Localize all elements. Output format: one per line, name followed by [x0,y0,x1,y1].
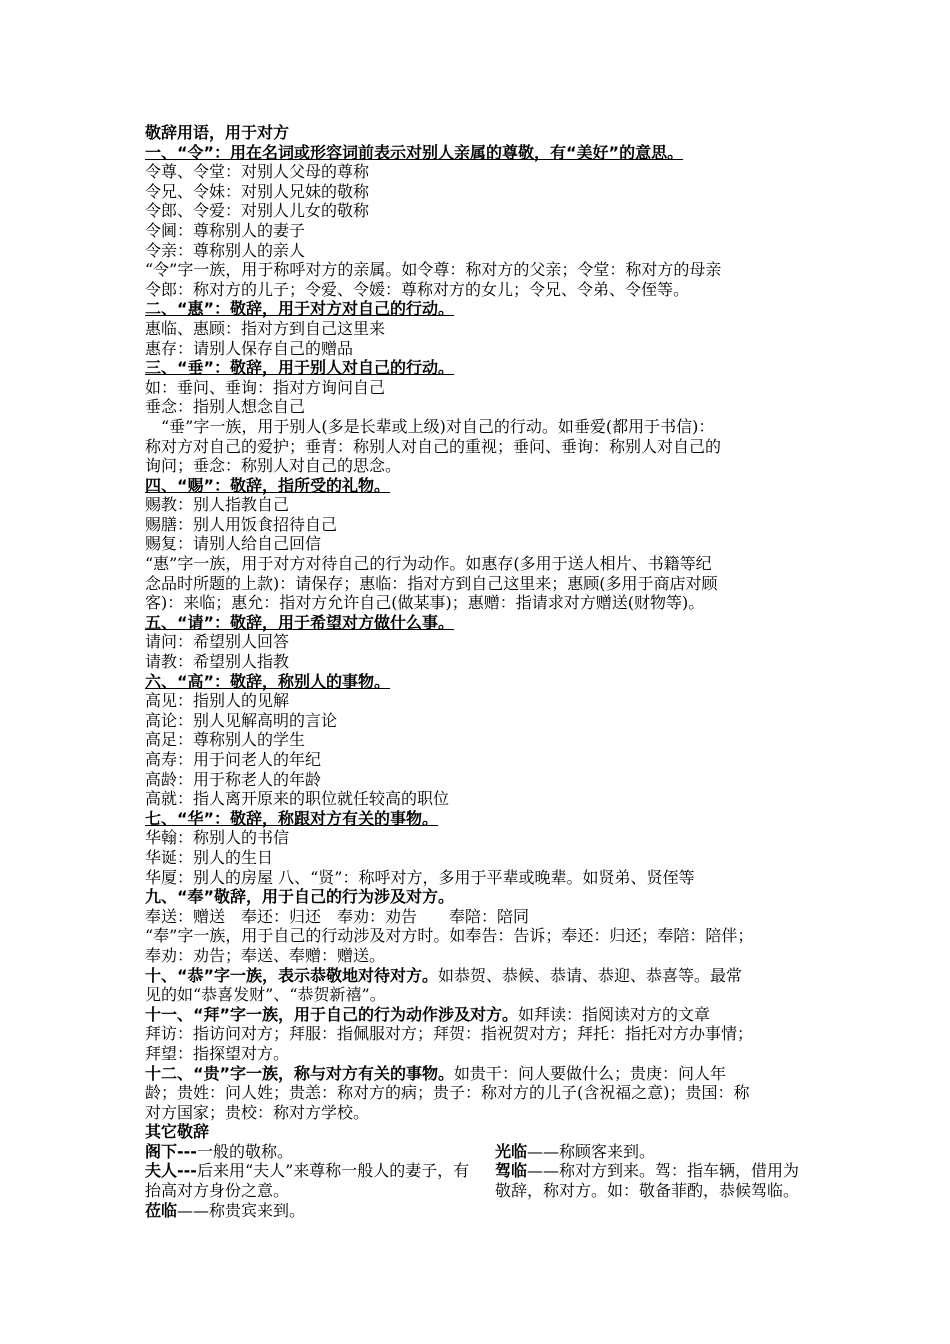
other-desc: ——称对方到来。驾：指车辆，借用为敬辞，称对方。如：敬备菲酌，恭候驾临。 [495,1161,800,1201]
other-desc: 一般的敬称。 [196,1141,293,1161]
list-item: 赐教：别人指教自己 [145,495,290,515]
list-item: 华翰：称别人的书信 [145,828,290,848]
section-gui [145,1064,815,1084]
list-item: 惠临、惠顾：指对方到自己这里来 [145,318,386,338]
section-title-ci: 四、“赐”：敬辞，指所受的礼物。 [145,475,391,495]
list-item: 如：垂问、垂询：指对方询问自己 [145,377,386,397]
list-item: 令郎、令爱：对别人儿女的敬称 [145,201,370,221]
paragraph-line: 龄；贵姓：问人姓；贵恙：称对方的病；贵子：称对方的儿子(含祝福之意)；贵国：称 [145,1083,750,1103]
section-title-gui: 十二、“贵”字一族，称与对方有关的事物。 [145,1063,455,1083]
paragraph-line: 拜访：指访问对方；拜服：指佩服对方；拜贺：指祝贺对方；拜托：指托对方办事情； [145,1024,754,1044]
list-item: 垂念：指别人想念自己 [145,397,306,417]
list-item: 赐膳：别人用饭食招待自己 [145,514,338,534]
list-item: 赐复：请别人给自己回信 [145,534,322,554]
section-title-feng: 九、“奉”敬辞，用于自己的行为涉及对方。 [145,887,455,907]
other-title: 其它敬辞 [145,1122,210,1142]
section-title-hua: 七、“华”：敬辞，称跟对方有关的事物。 [145,808,439,828]
list-item: 高龄：用于称老人的年龄 [145,769,322,789]
other-desc: ——称贵宾来到。 [177,1200,306,1220]
other-desc: ——称顾客来到。 [527,1141,656,1161]
section-title-ling: 一、“令”：用在名词或形容词前表示对别人亲属的尊敬，有“美好”的意思。 [145,142,684,162]
other-desc: 后来用“夫人”来尊称一般人的妻子，有抬高对方身份之意。 [145,1161,470,1201]
section-title-gong: 十、“恭”字一族，表示恭敬地对待对方。 [145,965,439,985]
list-item: 请问：希望别人回答 [145,632,290,652]
other-entry [145,1161,485,1200]
paragraph-line: “奉”字一族，用于自己的行动涉及对方时。如奉告：告诉；奉还：归还；奉陪：陪伴； [145,926,754,946]
other-term: 夫人--- [145,1161,197,1181]
section-title-chui: 三、“垂”：敬辞，用于别人对自己的行动。 [145,358,455,378]
other-entry [145,1201,485,1221]
list-item: 请教：希望别人指教 [145,652,290,672]
section-title-hui: 二、“惠”：敬辞，用于对方对自己的行动。 [145,299,455,319]
section-text: 如拜读：指阅读对方的文章 [518,1004,711,1024]
paragraph-line: 对方国家；贵校：称对方学校。 [145,1102,370,1122]
section-text: 如贵干：问人要做什么；贵庚：问人年 [454,1063,727,1083]
other-left-column [145,1142,485,1220]
section-gong [145,966,815,986]
other-term: 莅临 [145,1200,178,1220]
paragraph-line: “令”字一族，用于称呼对方的亲属。如令尊：称对方的父亲；令堂：称对方的母亲 [145,260,722,280]
paragraph-line: 拜望：指探望对方。 [145,1043,290,1063]
other-term: 光临 [495,1141,528,1161]
list-item: 令阃：尊称别人的妻子 [145,220,306,240]
paragraph-line: “惠”字一族，用于对方对待自己的行为动作。如惠存(多用于送人相片、书籍等纪 [145,554,712,574]
other-entry [495,1161,815,1200]
section-title-qing: 五、“请”：敬辞，用于希望对方做什么事。 [145,612,455,632]
paragraph-line: 客)：来临；惠允：指对方允许自己(做某事)；惠赠：指请求对方赠送(财物等)。 [145,593,705,613]
other-entry [145,1142,485,1162]
list-item: 令兄、令妹：对别人兄妹的敬称 [145,181,370,201]
list-item: 高寿：用于问老人的年纪 [145,750,322,769]
list-item: 高论：别人见解高明的言论 [145,710,338,730]
list-item: 高就：指人离开原来的职位就任较高的职位 [145,789,450,809]
page-heading: 敬辞用语，用于对方 [145,123,290,142]
paragraph-line: 见的如“恭喜发财”、“恭贺新禧”。 [145,985,386,1005]
paragraph-line: “垂”字一族，用于别人(多是长辈或上级)对自己的行动。如垂爱(都用于书信)： [161,416,715,436]
list-item: 令尊、令堂：对别人父母的尊称 [145,162,370,182]
list-item: 华诞：别人的生日 [145,847,274,867]
section-text: 如恭贺、恭候、恭请、恭迎、恭喜等。最常 [438,965,743,985]
list-item: 奉送：赠送 奉还：归还 奉劝：劝告 奉陪：陪同 [145,906,530,926]
other-right-column [495,1142,815,1220]
paragraph-line: 称对方对自己的爱护；垂青：称别人对自己的重视；垂问、垂询：称别人对自己的 [145,436,722,456]
other-term: 驾临 [495,1161,528,1181]
list-item: 高足：尊称别人的学生 [145,730,306,750]
other-term: 阁下--- [145,1141,197,1161]
list-item: 高见：指别人的见解 [145,691,290,711]
other-entry [495,1142,815,1162]
document-body [145,123,815,1220]
list-item: 华厦：别人的房屋 八、“贤”：称呼对方，多用于平辈或晚辈。如贤弟、贤侄等 [145,867,695,887]
section-title-gao: 六、“高”：敬辞，称别人的事物。 [145,671,391,691]
paragraph-line: 询问；垂念：称别人对自己的思念。 [145,456,402,476]
list-item: 惠存：请别人保存自己的赠品 [145,338,354,358]
list-item: 令亲：尊称别人的亲人 [145,240,306,260]
section-title-bai: 十一、“拜”字一族，用于自己的行为动作涉及对方。 [145,1004,519,1024]
paragraph-line: 令郎：称对方的儿子；令爱、令媛：尊称对方的女儿；令兄、令弟、令侄等。 [145,279,690,299]
paragraph-line: 念品时所题的上款)：请保存；惠临：指对方到自己这里来；惠顾(多用于商店对顾 [145,573,718,593]
other-columns [145,1142,815,1220]
paragraph-line: 奉劝：劝告；奉送、奉赠：赠送。 [145,945,386,965]
section-bai [145,1005,815,1025]
